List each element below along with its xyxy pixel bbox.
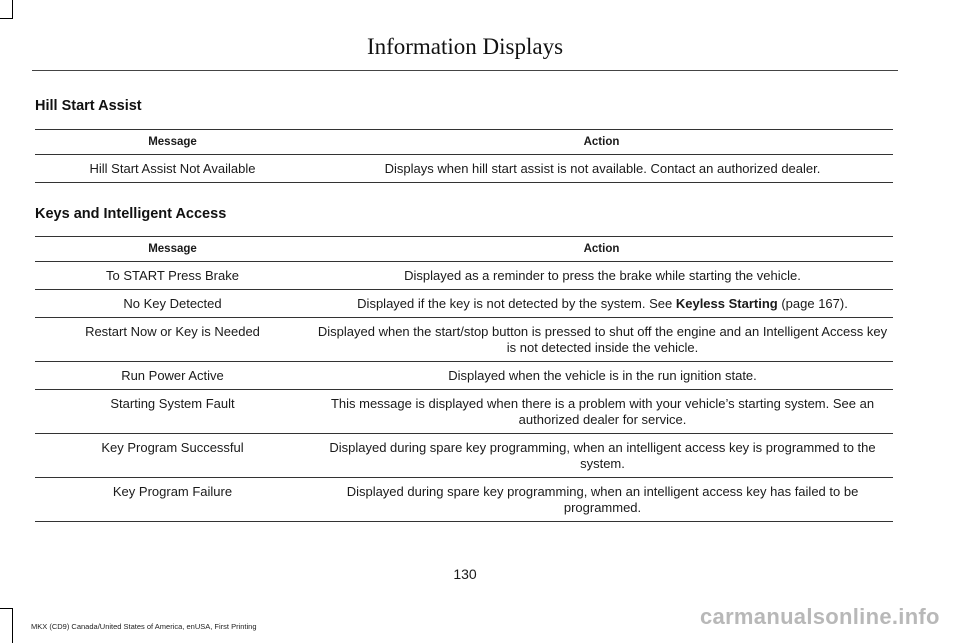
column-header-message: Message: [35, 237, 310, 262]
message-cell: Restart Now or Key is Needed: [35, 318, 310, 362]
crop-mark-bottom-left-v: [12, 608, 13, 643]
action-cell: Displayed when the start/stop button is pressed to shut off the engine and an Intelligent Access key is not detected inside the vehicle.: [310, 318, 893, 362]
keys-table: [35, 236, 893, 522]
message-cell: No Key Detected: [35, 290, 310, 318]
action-cell: This message is displayed when there is a problem with your vehicle’s starting system. See an authorized dealer for service.: [310, 390, 893, 434]
action-cell: Displayed as a reminder to press the brake while starting the vehicle.: [310, 262, 893, 290]
watermark: carmanualsonline.info: [700, 604, 940, 629]
table-row: [35, 362, 893, 390]
action-cell: Displayed during spare key programming, when an intelligent access key is programmed to the system.: [310, 434, 893, 478]
action-cell: Displayed when the vehicle is in the run ignition state.: [310, 362, 893, 390]
table-row: [35, 390, 893, 434]
table-row: [35, 434, 893, 478]
column-header-message: Message: [35, 130, 310, 155]
table-row: [35, 478, 893, 522]
section-heading-hill-start: Hill Start Assist: [35, 98, 142, 114]
hill-start-table: [35, 129, 893, 183]
crop-mark-top-left-h: [0, 18, 13, 19]
action-cell: [310, 290, 893, 318]
message-cell: To START Press Brake: [35, 262, 310, 290]
page-number: 130: [453, 566, 477, 582]
message-cell: Hill Start Assist Not Available: [35, 155, 310, 183]
page-title: Information Displays: [366, 34, 564, 59]
column-header-action: Action: [310, 237, 893, 262]
table-header-row: [35, 237, 893, 262]
table-header-row: [35, 130, 893, 155]
message-cell: Key Program Successful: [35, 434, 310, 478]
action-text: Displayed if the key is not detected by the system. See: [357, 296, 676, 311]
message-cell: Run Power Active: [35, 362, 310, 390]
section-heading-keys: Keys and Intelligent Access: [35, 206, 227, 222]
message-cell: Key Program Failure: [35, 478, 310, 522]
crop-mark-top-left-v: [12, 0, 13, 18]
edition-footer: MKX (CD9) Canada/United States of America, enUSA, First Printing: [31, 622, 257, 631]
title-divider: [32, 70, 898, 71]
page-reference: (page 167).: [777, 296, 848, 311]
action-cell: Displayed during spare key programming, when an intelligent access key has failed to be programmed.: [310, 478, 893, 522]
table-row: [35, 262, 893, 290]
table-row: [35, 155, 893, 183]
table-row: [35, 290, 893, 318]
table-row: [35, 318, 893, 362]
cross-reference-link[interactable]: Keyless Starting: [675, 296, 778, 311]
action-cell: Displays when hill start assist is not available. Contact an authorized dealer.: [310, 155, 893, 183]
message-cell: Starting System Fault: [35, 390, 310, 434]
crop-mark-bottom-left-h: [0, 608, 13, 609]
column-header-action: Action: [310, 130, 893, 155]
